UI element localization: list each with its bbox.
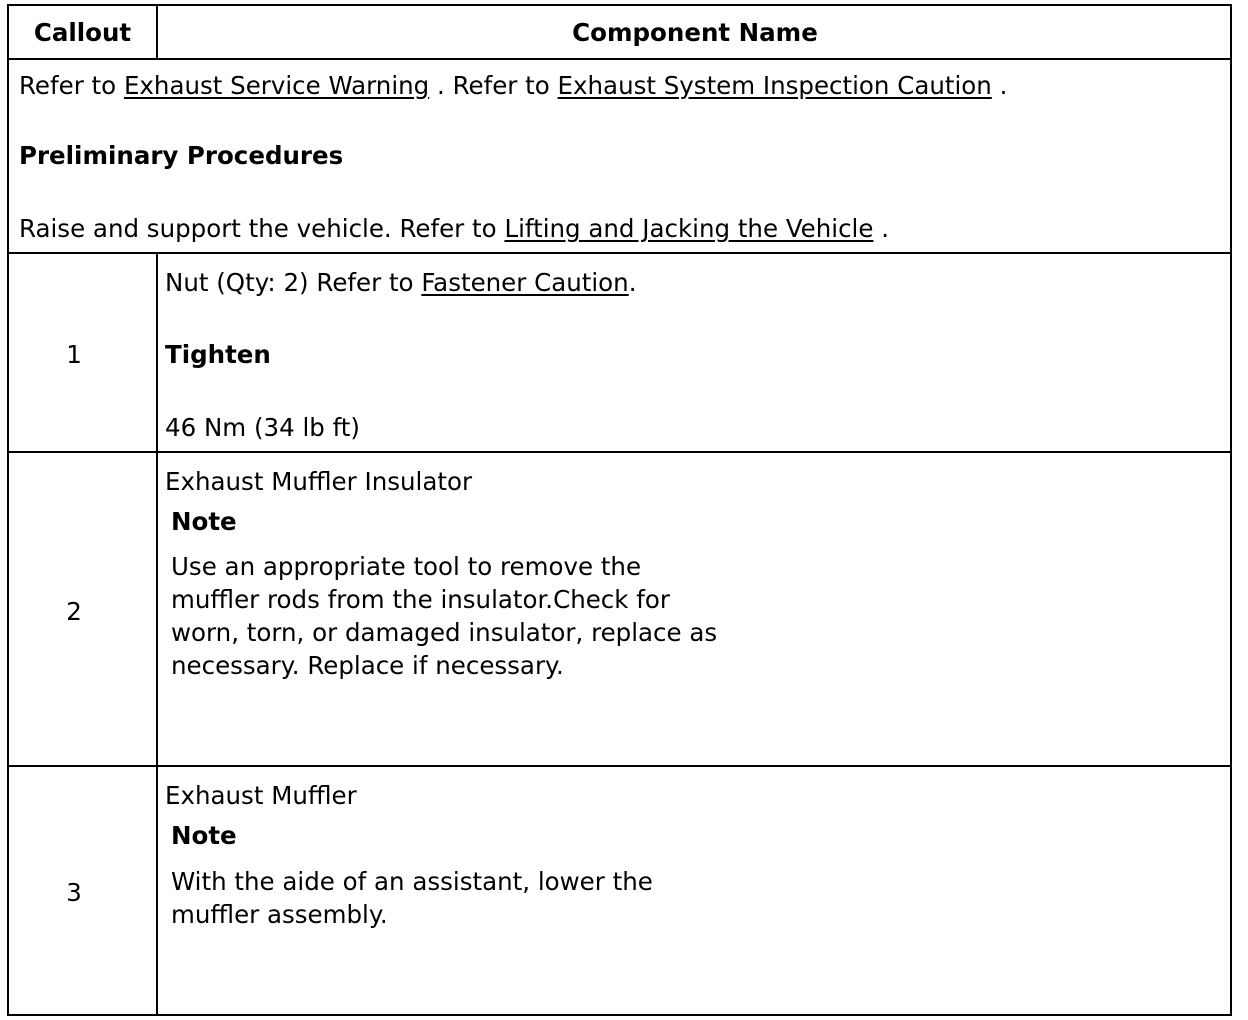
intro-text: Raise and support the vehicle. Refer to (19, 214, 505, 243)
row3-note-label: Note (171, 821, 237, 850)
torque-spec: 46 Nm (34 lb ft) (165, 413, 360, 442)
lifting-jacking-link[interactable]: Lifting and Jacking the Vehicle (504, 214, 874, 243)
callout-1: 1 (66, 340, 82, 369)
row1-rule (9, 451, 1230, 453)
row3-note-text (171, 865, 653, 931)
intro-text: . (991, 71, 1008, 100)
row2-note-text (171, 550, 717, 682)
note-line: muffler assembly. (171, 900, 388, 929)
row2-note-label: Note (171, 507, 237, 536)
tighten-heading: Tighten (165, 340, 271, 369)
intro-line-2 (19, 214, 889, 244)
note-line: With the aide of an assistant, lower the (171, 867, 653, 896)
row1-name-text: Nut (Qty: 2) Refer to (165, 268, 422, 297)
component-table (7, 4, 1232, 1016)
callout-2: 2 (66, 597, 82, 626)
intro-line-1 (19, 71, 1007, 101)
preliminary-heading: Preliminary Procedures (19, 141, 344, 170)
callout-header: Callout (33, 18, 132, 47)
row2-rule (9, 765, 1230, 767)
exhaust-service-warning-link[interactable]: Exhaust Service Warning (123, 71, 430, 100)
note-line: Use an appropriate tool to remove the (171, 552, 642, 581)
component-name-header: Component Name (572, 18, 818, 47)
row3-component-name: Exhaust Muffler (165, 781, 357, 810)
intro-text: Refer to (19, 71, 124, 100)
row1-name-text: . (628, 268, 637, 297)
note-line: worn, torn, or damaged insulator, replace as (171, 618, 718, 647)
exhaust-inspection-caution-link[interactable]: Exhaust System Inspection Caution (557, 71, 992, 100)
note-line: muffler rods from the insulator.Check for (171, 585, 670, 614)
intro-text: . (873, 214, 890, 243)
intro-text: . Refer to (429, 71, 558, 100)
column-divider (156, 252, 158, 1014)
row1-component-name (165, 268, 636, 298)
header-rule (9, 58, 1230, 60)
fastener-caution-link[interactable]: Fastener Caution (421, 268, 629, 297)
note-line: necessary. Replace if necessary. (171, 651, 564, 680)
callout-3: 3 (66, 878, 82, 907)
row2-component-name: Exhaust Muffler Insulator (165, 467, 473, 496)
intro-rule (9, 252, 1230, 254)
